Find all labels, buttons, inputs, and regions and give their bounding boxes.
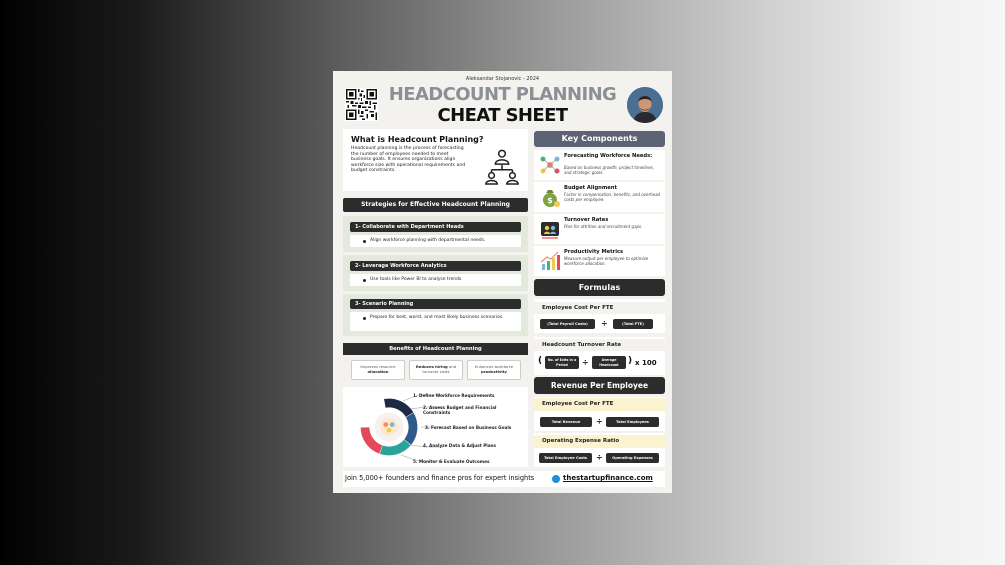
what-is-body: Headcount planning is the process of forecasting the number of employees needed to meet business goals. It ensures organizations align workforce size with operational requirements and budget constraints. [351, 146, 466, 174]
strategy-1-text: Align workforce planning with departmental needs. [350, 235, 521, 247]
component-title: Forecasting Workforce Needs: [564, 153, 653, 159]
component-desc: Plan for attrition and recruitment gaps. [564, 224, 643, 229]
turnover-icon [539, 218, 561, 240]
component-turnover [534, 214, 665, 244]
title-line-2: CHEAT SHEET [437, 105, 568, 126]
bullet-icon [363, 317, 366, 320]
paren-close: ) [628, 356, 633, 366]
process-step-3: 3. Forecast Based on Business Goals [425, 425, 512, 430]
strategy-3-text: Prepare for best, worst, and most likely business scenarios. [350, 312, 521, 331]
cheat-sheet [333, 71, 672, 493]
benefit-productivity: Enhances workforce productivity [467, 360, 521, 380]
benefit-hiring: Reduces hiring and turnover costs [409, 360, 463, 380]
strategy-2-text: Use tools like Power BI to analyse trends. [350, 274, 521, 286]
component-productivity [534, 246, 665, 276]
component-desc: Based on business growth, project timelines, and strategic goals. [564, 165, 654, 175]
formula-fte-term: (Total FTE) [613, 319, 653, 329]
strategy-2-title: 2- Leverage Workforce Analytics [350, 261, 521, 271]
strategy-1-title: 1- Collaborate with Department Heads [350, 222, 521, 232]
what-is-heading: What is Headcount Planning? [351, 135, 484, 144]
divide-operator: ÷ [596, 453, 603, 462]
component-budget [534, 182, 665, 212]
author-avatar [627, 87, 663, 123]
component-forecasting [534, 150, 665, 180]
formula-turnover-label: Headcount Turnover Rate [534, 339, 665, 351]
formula-avg-headcount-term: Average Headcount [592, 356, 626, 369]
divide-operator: ÷ [601, 319, 608, 328]
paren-open: ( [538, 356, 543, 366]
process-step-5: 5. Monitor & Evaluate Outcomes [413, 459, 490, 464]
formula-payroll-term: (Total Payroll Costs) [540, 319, 595, 329]
times-100: x 100 [635, 359, 657, 367]
qr-code-icon[interactable] [345, 88, 378, 121]
formulas-heading: Formulas [534, 279, 665, 296]
people-network-icon [539, 154, 561, 176]
bullet-icon [363, 240, 366, 243]
strategies-heading: Strategies for Effective Headcount Planning [343, 198, 528, 212]
component-desc: Factor in compensation, benefits, and overhead costs per employee. [564, 192, 661, 202]
formula-exits-term: No. of Exits in a Period [545, 356, 579, 369]
strategy-3-title: 3- Scenario Planning [350, 299, 521, 309]
people-network-icon [483, 147, 521, 185]
process-step-4: 4. Analyze Data & Adjust Plans [423, 443, 497, 448]
footer-text: Join 5,000+ founders and finance pros for expert insights [345, 474, 535, 482]
title-line-1: HEADCOUNT PLANNING [388, 84, 617, 105]
benefits-heading: Benefits of Headcount Planning [343, 343, 528, 355]
money-bag-icon [539, 186, 561, 208]
divide-operator: ÷ [582, 358, 589, 367]
key-components-heading: Key Components [534, 131, 665, 147]
startup-finance-logo-icon [552, 475, 560, 483]
footer-link[interactable]: thestartupfinance.com [563, 474, 653, 482]
component-title: Turnover Rates [564, 217, 609, 223]
formula-operating-expenses-term: Operating Expenses [606, 453, 659, 463]
process-card [343, 387, 528, 467]
bullet-icon [363, 279, 366, 282]
formula-opex-label: Operating Expense Ratio [534, 435, 665, 448]
component-desc: Measure output per employee to optimize workforce allocation. [564, 256, 649, 266]
process-step-2: 2. Assess Budget and Financial Constraints [423, 405, 497, 415]
divide-operator: ÷ [596, 417, 603, 426]
svg-text:$: $ [547, 196, 553, 205]
formula-total-employees-term: Total Employees [606, 417, 659, 427]
formula-cost-per-fte-label: Employee Cost Per FTE [534, 302, 665, 314]
formula-employee-costs-term: Total Employee Costs [539, 453, 592, 463]
what-is-card [343, 129, 528, 191]
growth-chart-icon [539, 250, 561, 272]
component-title: Budget Alignment [564, 185, 617, 191]
benefit-allocation: Improves resource allocation [351, 360, 405, 380]
revenue-heading: Revenue Per Employee [534, 377, 665, 394]
author-line: Aleksandar Stojanovic - 2024 [465, 76, 540, 82]
formula-revenue-label: Employee Cost Per FTE [534, 398, 665, 411]
process-step-1: 1. Define Workforce Requirements [413, 393, 495, 398]
component-title: Productivity Metrics [564, 249, 624, 255]
formula-total-revenue-term: Total Revenue [540, 417, 592, 427]
